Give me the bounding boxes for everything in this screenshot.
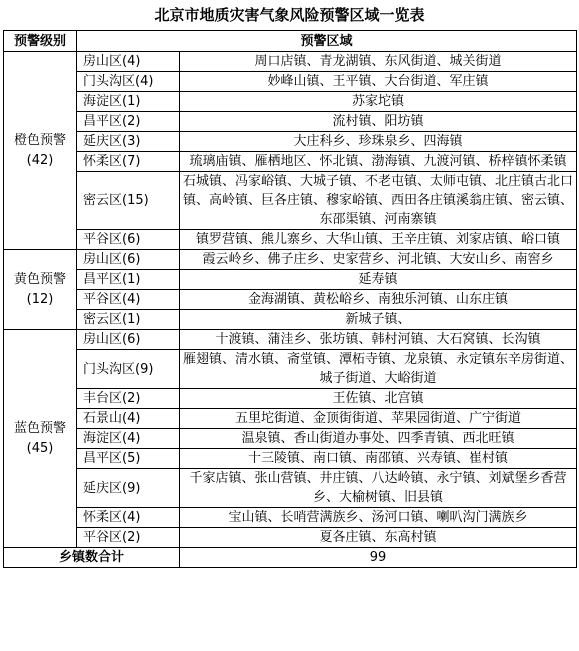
district-cell: 房山区(4) [77,52,180,72]
district-cell: 石景山(4) [77,409,180,429]
district-cell: 昌平区(2) [77,112,180,132]
towns-cell: 金海湖镇、黄松峪乡、南独乐河镇、山东庄镇 [180,290,577,310]
level-label: 黄色预警 [13,271,66,287]
district-cell: 延庆区(9) [77,469,180,508]
towns-cell: 宝山镇、长哨营满族乡、汤河口镇、喇叭沟门满族乡 [180,508,577,528]
header-row [4,31,577,52]
towns-cell: 苏家坨镇 [180,92,577,112]
table-row [4,92,577,112]
table-row [4,270,577,290]
level-count: (45) [26,440,54,456]
warning-table [3,30,577,568]
header-level: 预警级别 [4,31,77,52]
table-row [4,290,577,310]
table-row [4,72,577,92]
table-row [4,230,577,250]
district-cell: 门头沟区(9) [77,350,180,389]
table-row [4,469,577,508]
towns-cell: 五里坨街道、金顶街街道、苹果园街道、广宁街道 [180,409,577,429]
district-cell: 平谷区(2) [77,528,180,548]
table-row [4,250,577,270]
district-cell: 门头沟区(4) [77,72,180,92]
table-row [4,310,577,330]
towns-cell: 流村镇、阳坊镇 [180,112,577,132]
towns-cell: 延寿镇 [180,270,577,290]
table-row [4,508,577,528]
table-row [4,409,577,429]
total-value: 99 [180,548,577,568]
towns-cell: 琉璃庙镇、雁栖地区、怀北镇、渤海镇、九渡河镇、桥梓镇怀柔镇 [180,152,577,172]
table-row [4,350,577,389]
table-row [4,330,577,350]
towns-cell: 王佐镇、北宫镇 [180,389,577,409]
table-row [4,429,577,449]
towns-cell: 温泉镇、香山街道办事处、四季青镇、西北旺镇 [180,429,577,449]
level-count: (12) [26,291,54,307]
district-cell: 密云区(1) [77,310,180,330]
district-cell: 怀柔区(7) [77,152,180,172]
level-count: (42) [26,152,54,168]
district-cell: 海淀区(1) [77,92,180,112]
district-cell: 昌平区(5) [77,449,180,469]
towns-cell: 周口店镇、青龙湖镇、东风街道、城关街道 [180,52,577,72]
level-label: 蓝色预警 [13,420,66,436]
district-cell: 密云区(15) [77,172,180,230]
towns-cell: 石城镇、冯家峪镇、大城子镇、不老屯镇、太师屯镇、北庄镇古北口镇、高岭镇、巨各庄镇、穆家峪镇、西田各庄镇溪翁庄镇、密云镇、东邵渠镇、河南寨镇 [180,172,577,230]
district-cell: 昌平区(1) [77,270,180,290]
table-row [4,528,577,548]
table-title: 北京市地质灾害气象风险预警区域一览表 [154,6,425,24]
towns-cell: 夏各庄镇、东高村镇 [180,528,577,548]
towns-cell: 大庄科乡、珍珠泉乡、四海镇 [180,132,577,152]
header-area: 预警区域 [77,31,577,52]
table-row [4,52,577,72]
towns-cell: 镇罗营镇、熊儿寨乡、大华山镇、王辛庄镇、刘家店镇、峪口镇 [180,230,577,250]
table-row [4,449,577,469]
towns-cell: 新城子镇、 [180,310,577,330]
towns-cell: 十三陵镇、南口镇、南邵镇、兴寿镇、崔村镇 [180,449,577,469]
district-cell: 房山区(6) [77,250,180,270]
district-cell: 房山区(6) [77,330,180,350]
table-row [4,389,577,409]
table-row [4,112,577,132]
level-label: 橙色预警 [13,132,66,148]
district-cell: 平谷区(4) [77,290,180,310]
towns-cell: 霞云岭乡、佛子庄乡、史家营乡、河北镇、大安山乡、南窖乡 [180,250,577,270]
towns-cell: 雁翅镇、清水镇、斋堂镇、潭柘寺镇、龙泉镇、永定镇东辛房街道、城子街道、大峪街道 [180,350,577,389]
district-cell: 丰台区(2) [77,389,180,409]
level-cell-blue [4,330,77,548]
level-cell-yellow [4,250,77,330]
district-cell: 怀柔区(4) [77,508,180,528]
district-cell: 延庆区(3) [77,132,180,152]
towns-cell: 十渡镇、蒲洼乡、张坊镇、韩村河镇、大石窝镇、长沟镇 [180,330,577,350]
table-row [4,152,577,172]
total-label: 乡镇数合计 [4,548,180,568]
district-cell: 平谷区(6) [77,230,180,250]
district-cell: 海淀区(4) [77,429,180,449]
towns-cell: 千家店镇、张山营镇、井庄镇、八达岭镇、永宁镇、刘斌堡乡香营乡、大榆树镇、旧县镇 [180,469,577,508]
total-row [4,548,577,568]
table-row [4,132,577,152]
towns-cell: 妙峰山镇、王平镇、大台街道、军庄镇 [180,72,577,92]
level-cell-orange [4,52,77,250]
table-row [4,172,577,230]
